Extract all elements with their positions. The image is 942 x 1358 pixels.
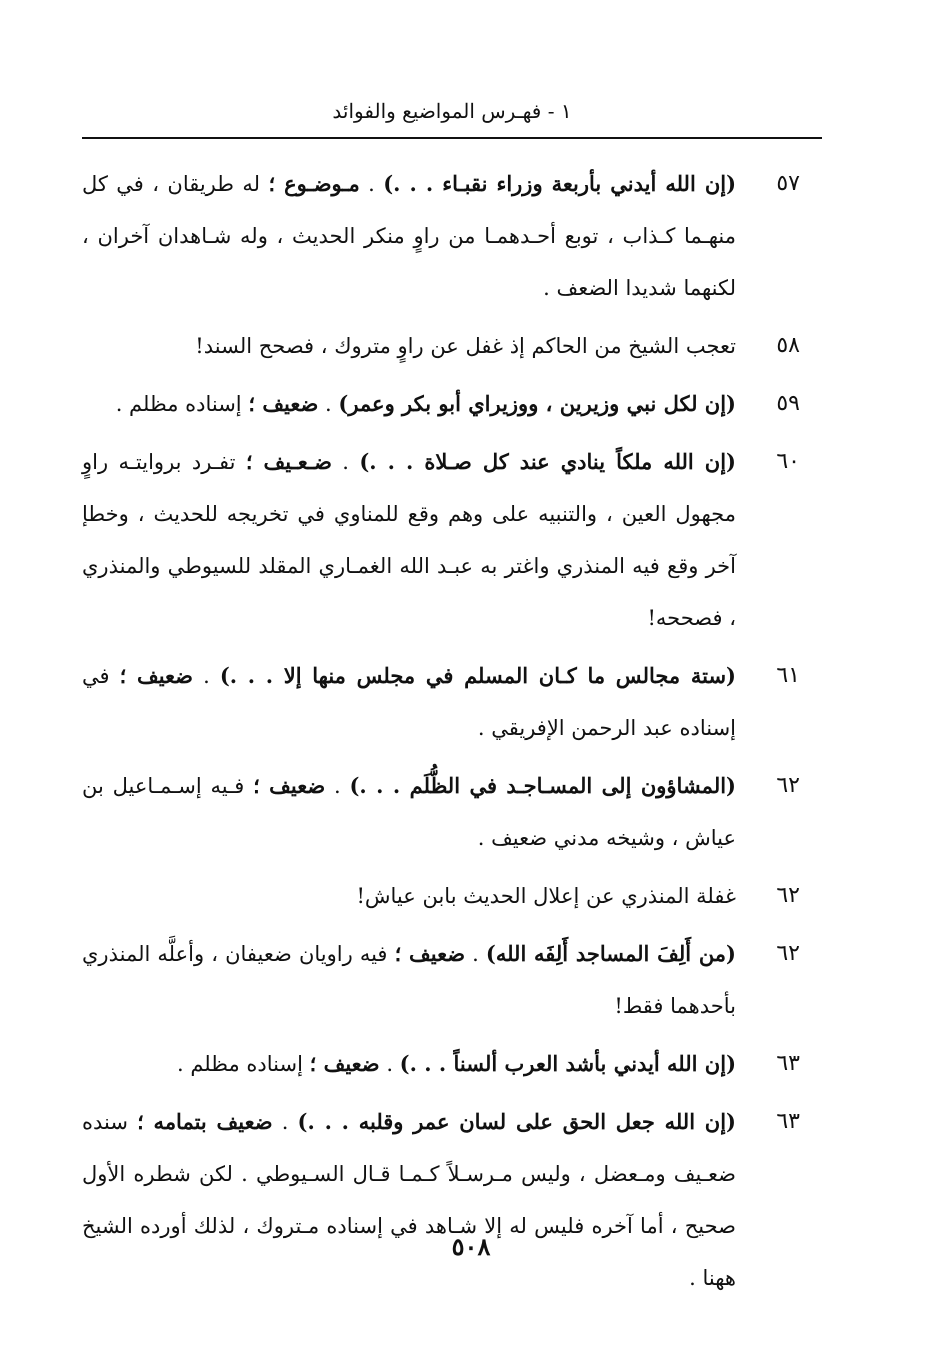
entry-number: ٦٢ bbox=[776, 773, 800, 798]
entry-body: (المشاؤون إلى المسـاجـد في الظُّلَم . . .) . ضعيف ؛ فـيه إسـمـاعيل بن عياش ، وشيخه مدني ضعيف . bbox=[82, 773, 736, 850]
entry-grade: ضعيف ؛ bbox=[253, 773, 326, 798]
entry-body bbox=[82, 870, 736, 922]
entry-body: (إن الله أيدني بأشد العرب ألسناً . . .) . ضعيف ؛ إسناده مظلم . bbox=[176, 1051, 736, 1076]
entry-number: ٦٣ bbox=[776, 1109, 800, 1134]
entry-body: (إن الله ملكاً ينادي عند كل صـلاة . . .) . ضـعـيف ؛ تفـرد بروايتـه راوٍ مجهول العين ، والتنبيه على وهم وقع للمناوي في تخريجه للحديث ، وخطإ آخر وقع فيه المنذري واغتر به عبـد الله الغمـاري المقلد للسيوطي والمنذري ، فصححه! bbox=[82, 449, 736, 630]
entry-body bbox=[82, 320, 736, 372]
entry-hadith-quote: (إن الله أيدني بأربعة وزراء نقبـاء . . .) bbox=[383, 171, 737, 196]
entry-hadith-quote: (إن الله أيدني بأشد العرب ألسناً . . .) bbox=[399, 1051, 736, 1076]
page-number: ٥٠٨ bbox=[451, 1232, 491, 1261]
entry-note: إسناده مظلم . bbox=[115, 392, 242, 416]
index-entry bbox=[82, 1038, 822, 1090]
entry-number: ٥٧ bbox=[776, 171, 800, 196]
index-entry bbox=[82, 870, 822, 922]
index-entry bbox=[82, 378, 822, 430]
entry-grade: ضعيف ؛ bbox=[119, 663, 194, 688]
entry-grade: ضـعـيف ؛ bbox=[245, 449, 332, 474]
entry-number: ٦٢ bbox=[776, 941, 800, 966]
entry-grade: مـوضـوع ؛ bbox=[268, 171, 360, 196]
entry-grade: ضعيف بتمامه ؛ bbox=[137, 1109, 273, 1134]
index-entry bbox=[82, 158, 822, 314]
entry-number: ٦٠ bbox=[776, 449, 800, 474]
entry-grade: ضعيف ؛ bbox=[394, 941, 466, 966]
entry-hadith-quote: (إن الله جعل الحق على لسان عمر وقلبه . . .) bbox=[297, 1109, 736, 1134]
entry-body: (إن لكل نبي وزيرين ، ووزيراي أبو بكر وعمر) . ضعيف ؛ إسناده مظلم . bbox=[115, 391, 736, 416]
index-entry bbox=[82, 760, 822, 864]
entry-number: ٥٩ bbox=[776, 391, 800, 416]
entry-hadith-quote: (من أَلِفَ المساجد أَلِفَه الله) bbox=[485, 941, 736, 966]
entry-number: ٥٨ bbox=[776, 333, 800, 358]
entry-hadith-quote: (إن لكل نبي وزيرين ، ووزيراي أبو بكر وعمر) bbox=[338, 391, 736, 416]
index-entry bbox=[82, 928, 822, 1032]
entry-grade: ضعيف ؛ bbox=[309, 1051, 380, 1076]
entry-note: فـيه إسـمـاعيل بن عياش ، وشيخه مدني ضعيف . bbox=[82, 774, 736, 850]
running-header: ١ - فهـرس المواضيع والفوائد bbox=[332, 99, 572, 123]
index-entry bbox=[82, 650, 822, 754]
entry-number: ٦٢ bbox=[776, 883, 800, 908]
entry-note: فيه راويان ضعيفان ، وأعلَّه المنذري بأحدهما فقط! bbox=[82, 942, 736, 1018]
entry-number: ٦١ bbox=[776, 663, 800, 688]
index-entry bbox=[82, 320, 822, 372]
entry-note: إسناده مظلم . bbox=[176, 1052, 303, 1076]
entry-note: تعجب الشيخ من الحاكم إذ غفل عن راوٍ متروك ، فصحح السند! bbox=[195, 334, 736, 358]
index-entry bbox=[82, 436, 822, 644]
index-entries bbox=[82, 158, 822, 1310]
entry-note: غفلة المنذري عن إعلال الحديث بابن عياش! bbox=[356, 884, 736, 908]
entry-hadith-quote: (إن الله ملكاً ينادي عند كل صـلاة . . .) bbox=[359, 449, 736, 474]
entry-note: له طريقان ، في كل منهـما كـذاب ، توبع أحـدهمـا من راوٍ منكر الحديث ، وله شـاهدان آخران ، لكنهما شديدا الضعف . bbox=[82, 172, 736, 300]
entry-grade: ضعيف ؛ bbox=[248, 391, 319, 416]
entry-hadith-quote: (ستة مجالس ما كـان المسلم في مجلس منها إلا . . .) bbox=[219, 663, 736, 688]
entry-note: تفـرد بروايتـه راوٍ مجهول العين ، والتنبيه على وهم وقع للمناوي في تخريجه للحديث ، وخطإ آخر وقع فيه المنذري واغتر به عبـد الله الغمـاري المقلد للسيوطي والمنذري ، فصححه! bbox=[82, 450, 736, 630]
entry-note: في إسناده عبد الرحمن الإفريقي . bbox=[82, 664, 736, 740]
entry-body: (من أَلِفَ المساجد أَلِفَه الله) . ضعيف ؛ فيه راويان ضعيفان ، وأعلَّه المنذري بأحدهما فقط! bbox=[82, 941, 736, 1018]
entry-body: (ستة مجالس ما كـان المسلم في مجلس منها إلا . . .) . ضعيف ؛ في إسناده عبد الرحمن الإفريقي . bbox=[82, 663, 736, 740]
header-rule bbox=[82, 137, 822, 139]
entry-hadith-quote: (المشاؤون إلى المسـاجـد في الظُّلَم . . .) bbox=[349, 773, 736, 798]
index-entry bbox=[82, 1096, 822, 1304]
entry-body: (إن الله جعل الحق على لسان عمر وقلبه . . .) . ضعيف بتمامه ؛ سنده ضعـيف ومـعضل ، وليس مـرسـلاً كـمـا قـال السـيوطي . لكن شطره الأول صحيح ، أما آخره فليس له إلا شـاهد في إسناده مـتروك ، لذلك أورده الشيخ ههنا . bbox=[82, 1109, 736, 1290]
entry-number: ٦٣ bbox=[776, 1051, 800, 1076]
entry-body: (إن الله أيدني بأربعة وزراء نقبـاء . . .) . مـوضـوع ؛ له طريقان ، في كل منهـما كـذاب ، توبع أحـدهمـا من راوٍ منكر الحديث ، وله شـاهدان آخران ، لكنهما شديدا الضعف . bbox=[82, 171, 737, 300]
entry-note: سنده ضعـيف ومـعضل ، وليس مـرسـلاً كـمـا قـال السـيوطي . لكن شطره الأول صحيح ، أما آخره فليس له إلا شـاهد في إسناده مـتروك ، لذلك أورده الشيخ ههنا . bbox=[82, 1110, 736, 1290]
